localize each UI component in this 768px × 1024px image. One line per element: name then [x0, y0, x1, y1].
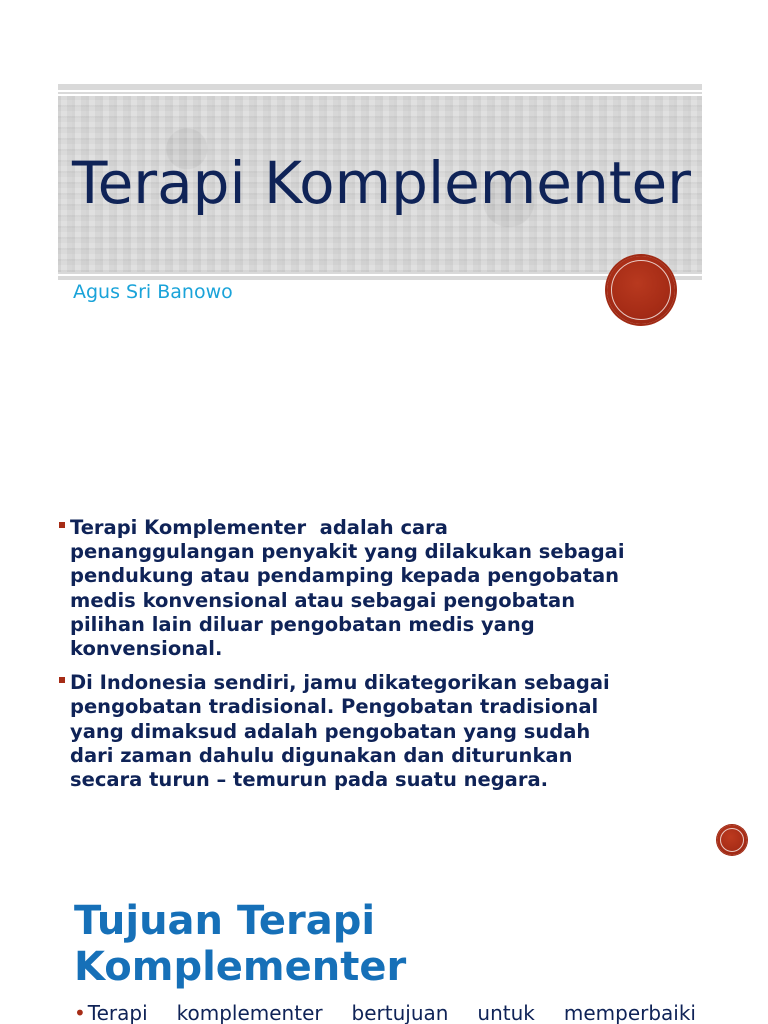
section-bullet	[74, 1000, 696, 1024]
bullet-line: Di Indonesia sendiri, jamu dikategorikan sebagai	[70, 671, 610, 695]
bullet-line: secara turun – temurun pada suatu negara.	[70, 768, 549, 792]
decorative-circle-small	[717, 825, 747, 855]
slide-title: Terapi Komplementer	[72, 149, 691, 217]
section-title	[74, 898, 674, 990]
bullet-item	[56, 516, 716, 661]
bullet-line: medis konvensional atau sebagai pengobatan	[70, 588, 576, 612]
bullet-line: konvensional.	[70, 637, 223, 661]
square-bullet-icon	[59, 522, 65, 528]
bullet-line: pilihan lain diluar pengobatan medis yang	[70, 612, 535, 636]
band-rule-bottom-thin	[58, 272, 702, 274]
section-bullet-text: Terapi komplementer bertujuan untuk memperbaiki	[87, 1001, 696, 1024]
bullet-line: penanggulangan penyakit yang dilakukan sebagai	[70, 540, 625, 564]
section-title-line: Tujuan Terapi	[74, 898, 376, 944]
square-bullet-icon	[59, 677, 65, 683]
author-name: Agus Sri Banowo	[73, 281, 233, 303]
section-title-line: Komplementer	[74, 944, 407, 990]
decorative-circle-large	[607, 256, 675, 324]
bullet-line: yang dimaksud adalah pengobatan yang sudah	[70, 719, 591, 743]
bullet-line: pengobatan tradisional. Pengobatan tradisional	[70, 695, 599, 719]
definition-bullet-list	[56, 516, 716, 802]
band-rule-top-thin	[58, 92, 702, 94]
bullet-item	[56, 671, 716, 792]
round-bullet-icon: •	[74, 1001, 86, 1024]
bullet-line: dari zaman dahulu digunakan dan diturunkan	[70, 743, 573, 767]
bullet-line: Terapi Komplementer adalah cara	[70, 516, 448, 539]
bullet-line: pendukung atau pendamping kepada pengobatan	[70, 564, 620, 588]
band-rule-top	[58, 84, 702, 90]
